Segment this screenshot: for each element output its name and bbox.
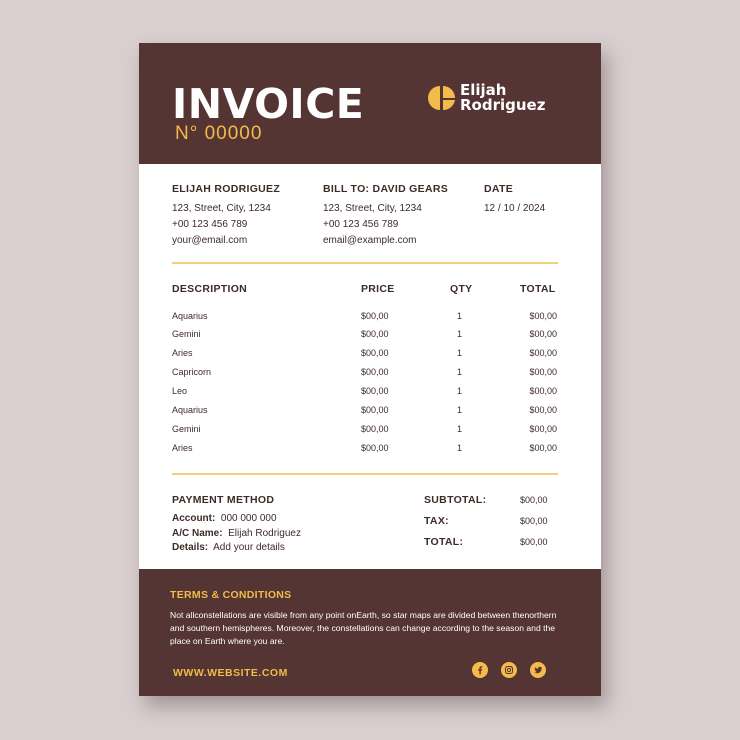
terms-text: Not allconstellations are visible from any point onEarth, so star maps are divided between thenorthern and southern hemispheres. Moreover, the constellations can change according to the season and the place on Earth where you are. — [170, 610, 557, 646]
table-row — [172, 311, 557, 325]
item-total: $00,00 — [529, 329, 557, 339]
item-total: $00,00 — [529, 405, 557, 415]
brand-last-name: Rodriguez — [460, 96, 546, 114]
item-total: $00,00 — [529, 367, 557, 377]
subtotal-label: SUBTOTAL: — [424, 494, 487, 506]
col-price: PRICE — [361, 283, 395, 295]
item-qty: 1 — [457, 348, 463, 358]
item-description: Aquarius — [172, 405, 208, 415]
item-price: $00,00 — [361, 386, 389, 396]
col-description: DESCRIPTION — [172, 283, 248, 295]
subtotal-value: $00,00 — [520, 495, 548, 505]
details-label: Details: — [172, 542, 209, 553]
twitter-icon[interactable] — [530, 662, 546, 678]
invoice-header — [139, 43, 601, 164]
payment-ac-name — [172, 528, 301, 539]
facebook-icon[interactable] — [472, 662, 488, 678]
total-value: $00,00 — [520, 537, 548, 547]
date-label: DATE — [484, 183, 514, 195]
table-row — [172, 329, 557, 343]
item-price: $00,00 — [361, 329, 389, 339]
instagram-icon[interactable] — [501, 662, 517, 678]
item-description: Capricorn — [172, 367, 212, 377]
item-price: $00,00 — [361, 367, 389, 377]
tax-value: $00,00 — [520, 516, 548, 526]
item-description: Aries — [172, 443, 193, 453]
terms-title: TERMS & CONDITIONS — [170, 589, 292, 601]
item-total: $00,00 — [529, 424, 557, 434]
item-description: Leo — [172, 386, 188, 396]
item-total: $00,00 — [529, 348, 557, 358]
col-qty: QTY — [450, 283, 473, 295]
table-row — [172, 405, 557, 419]
item-qty: 1 — [457, 311, 463, 321]
invoice-footer — [139, 569, 601, 696]
item-qty: 1 — [457, 443, 463, 453]
item-description: Gemini — [172, 329, 201, 339]
date-value: 12 / 10 / 2024 — [484, 203, 546, 214]
account-value: 000 000 000 — [220, 513, 277, 524]
item-total: $00,00 — [529, 386, 557, 396]
tax-label: TAX: — [424, 515, 449, 527]
bill-to-address: 123, Street, City, 1234 — [323, 203, 422, 214]
from-phone: +00 123 456 789 — [172, 219, 248, 230]
bill-to-label: BILL TO: DAVID GEARS — [323, 183, 449, 195]
item-qty: 1 — [457, 405, 463, 415]
half-circles-logo-icon — [428, 85, 456, 111]
details-value: Add your details — [213, 542, 285, 553]
account-label: Account: — [172, 513, 216, 524]
item-price: $00,00 — [361, 348, 389, 358]
table-row — [172, 443, 557, 457]
bill-to-phone: +00 123 456 789 — [323, 219, 399, 230]
brand-first-name: Elijah — [460, 81, 507, 99]
item-description: Gemini — [172, 424, 201, 434]
payment-method-title: PAYMENT METHOD — [172, 494, 275, 506]
item-total: $00,00 — [529, 443, 557, 453]
item-price: $00,00 — [361, 424, 389, 434]
from-address: 123, Street, City, 1234 — [172, 203, 271, 214]
invoice-sheet — [139, 43, 601, 696]
item-description: Aquarius — [172, 311, 208, 321]
col-total: TOTAL — [520, 283, 556, 295]
from-email: your@email.com — [172, 235, 248, 246]
divider — [172, 262, 558, 264]
ac-name-value: Elijah Rodriguez — [228, 528, 301, 539]
table-row — [172, 424, 557, 438]
item-total: $00,00 — [529, 311, 557, 321]
item-price: $00,00 — [361, 443, 389, 453]
item-qty: 1 — [457, 367, 463, 377]
table-row — [172, 367, 557, 381]
bill-to-email: email@example.com — [323, 235, 417, 246]
ac-name-label: A/C Name: — [172, 528, 223, 539]
item-description: Aries — [172, 348, 193, 358]
brand-logo — [428, 83, 545, 113]
item-qty: 1 — [457, 329, 463, 339]
item-price: $00,00 — [361, 311, 389, 321]
invoice-title: INVOICE — [172, 80, 365, 128]
table-row — [172, 386, 557, 400]
divider — [172, 473, 558, 475]
brand-name — [460, 83, 545, 113]
payment-account — [172, 513, 277, 524]
table-row — [172, 348, 557, 362]
item-qty: 1 — [457, 424, 463, 434]
invoice-number: N° 00000 — [175, 123, 263, 144]
payment-details — [172, 542, 285, 553]
item-qty: 1 — [457, 386, 463, 396]
social-links — [472, 662, 546, 678]
from-name: ELIJAH RODRIGUEZ — [172, 183, 281, 195]
website-link[interactable]: WWW.WEBSITE.COM — [173, 667, 288, 679]
item-price: $00,00 — [361, 405, 389, 415]
total-label: TOTAL: — [424, 536, 464, 548]
